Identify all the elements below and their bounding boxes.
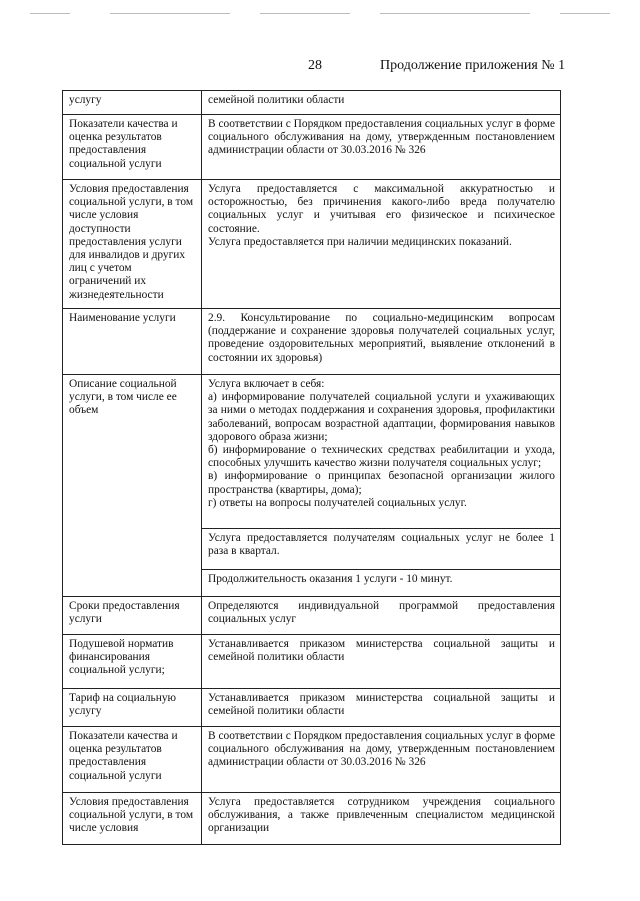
- row-value: [202, 180, 561, 309]
- row-value: [202, 570, 561, 597]
- service-description-table: [62, 90, 561, 845]
- table-row: [63, 375, 561, 529]
- row-value: [202, 635, 561, 689]
- row-value: [202, 375, 561, 529]
- row-value: [202, 793, 561, 845]
- row-value: [202, 689, 561, 727]
- table-row: [63, 91, 561, 115]
- value-paragraph: семейной политики области: [208, 94, 345, 106]
- value-list-item: г) ответы на вопросы получателей социальных услуг.: [208, 496, 467, 509]
- value-paragraph: В соответствии с Порядком предоставления социальных услуг в форме социального обслуживания на дому, утвержденным постановлением администрации области от 30.03.2016 № 326: [208, 730, 555, 769]
- table-row: [63, 180, 561, 309]
- value-paragraph: Услуга предоставляется с максимальной аккуратностью и осторожностью, без причинения какого-либо вреда получателю социальных услуг и учитывая его физическое и психическое состояние.: [208, 183, 555, 235]
- value-paragraph: Услуга включает в себя:: [208, 378, 325, 390]
- value-list-item: а) информирование получателей социальной услуги и ухаживающих за ними о методах поддержания и сохранения здоровья, профилактики заболеваний, вопросам возрастной адаптации, формирования навыков здорового образа жизни;: [208, 391, 555, 443]
- table-row: [63, 635, 561, 689]
- row-label: Описание социальной услуги, в том числе ее объем: [63, 375, 202, 597]
- value-paragraph: Услуга предоставляется при наличии медицинских показаний.: [208, 235, 512, 248]
- row-label: Условия предоставления социальной услуги, в том числе условия доступности предоставления услуги для инвалидов и других лиц с учетом ограничений их жизнедеятельности: [63, 180, 202, 309]
- table-row: [63, 793, 561, 845]
- row-label: Подушевой норматив финансирования социальной услуги;: [63, 635, 202, 689]
- row-value: [202, 115, 561, 180]
- row-label: услугу: [63, 91, 202, 115]
- value-paragraph: Услуга предоставляется сотрудником учреждения социального обслуживания, а также привлеченным специалистом медицинской организации: [208, 796, 555, 835]
- page-number: 28: [308, 58, 322, 73]
- table-row: [63, 309, 561, 375]
- row-value: [202, 529, 561, 570]
- table-row: [63, 115, 561, 180]
- row-value: [202, 597, 561, 635]
- value-list-item: б) информирование о технических средствах реабилитации и ухода, способных улучшить качество жизни получателя социальных услуг;: [208, 444, 555, 470]
- value-paragraph: Устанавливается приказом министерства социальной защиты и семейной политики области: [208, 638, 555, 664]
- row-label: Условия предоставления социальной услуги, в том числе условия: [63, 793, 202, 845]
- row-label: Показатели качества и оценка результатов предоставления социальной услуги: [63, 727, 202, 793]
- row-label: Наименование услуги: [63, 309, 202, 375]
- row-label: Сроки предоставления услуги: [63, 597, 202, 635]
- service-title: 2.9. Консультирование по социально-медицинским вопросам (поддержание и сохранение здоровья получателей социальных услуг, проведение оздоровительных мероприятий, выявление отклонений в состоянии их здоровья): [208, 312, 555, 364]
- row-value: [202, 309, 561, 375]
- value-list-item: в) информирование о принципах безопасной организации жилого пространства (квартиры, дома);: [208, 470, 555, 496]
- value-paragraph: Продолжительность оказания 1 услуги - 10 минут.: [208, 573, 453, 585]
- value-paragraph: Услуга предоставляется получателям социальных услуг не более 1 раза в квартал.: [208, 532, 555, 558]
- table-row: [63, 597, 561, 635]
- row-value: [202, 727, 561, 793]
- table-row: [63, 727, 561, 793]
- row-label: Тариф на социальную услугу: [63, 689, 202, 727]
- row-label: Показатели качества и оценка результатов предоставления социальной услуги: [63, 115, 202, 180]
- continuation-heading: Продолжение приложения № 1: [380, 58, 566, 73]
- row-value: [202, 91, 561, 115]
- table-row: [63, 689, 561, 727]
- scan-artifact-line: [0, 10, 640, 18]
- value-paragraph: Устанавливается приказом министерства социальной защиты и семейной политики области: [208, 692, 555, 718]
- value-paragraph: Определяются индивидуальной программой предоставления социальных услуг: [208, 600, 555, 626]
- value-paragraph: В соответствии с Порядком предоставления социальных услуг в форме социального обслуживания на дому, утвержденным постановлением администрации области от 30.03.2016 № 326: [208, 118, 555, 157]
